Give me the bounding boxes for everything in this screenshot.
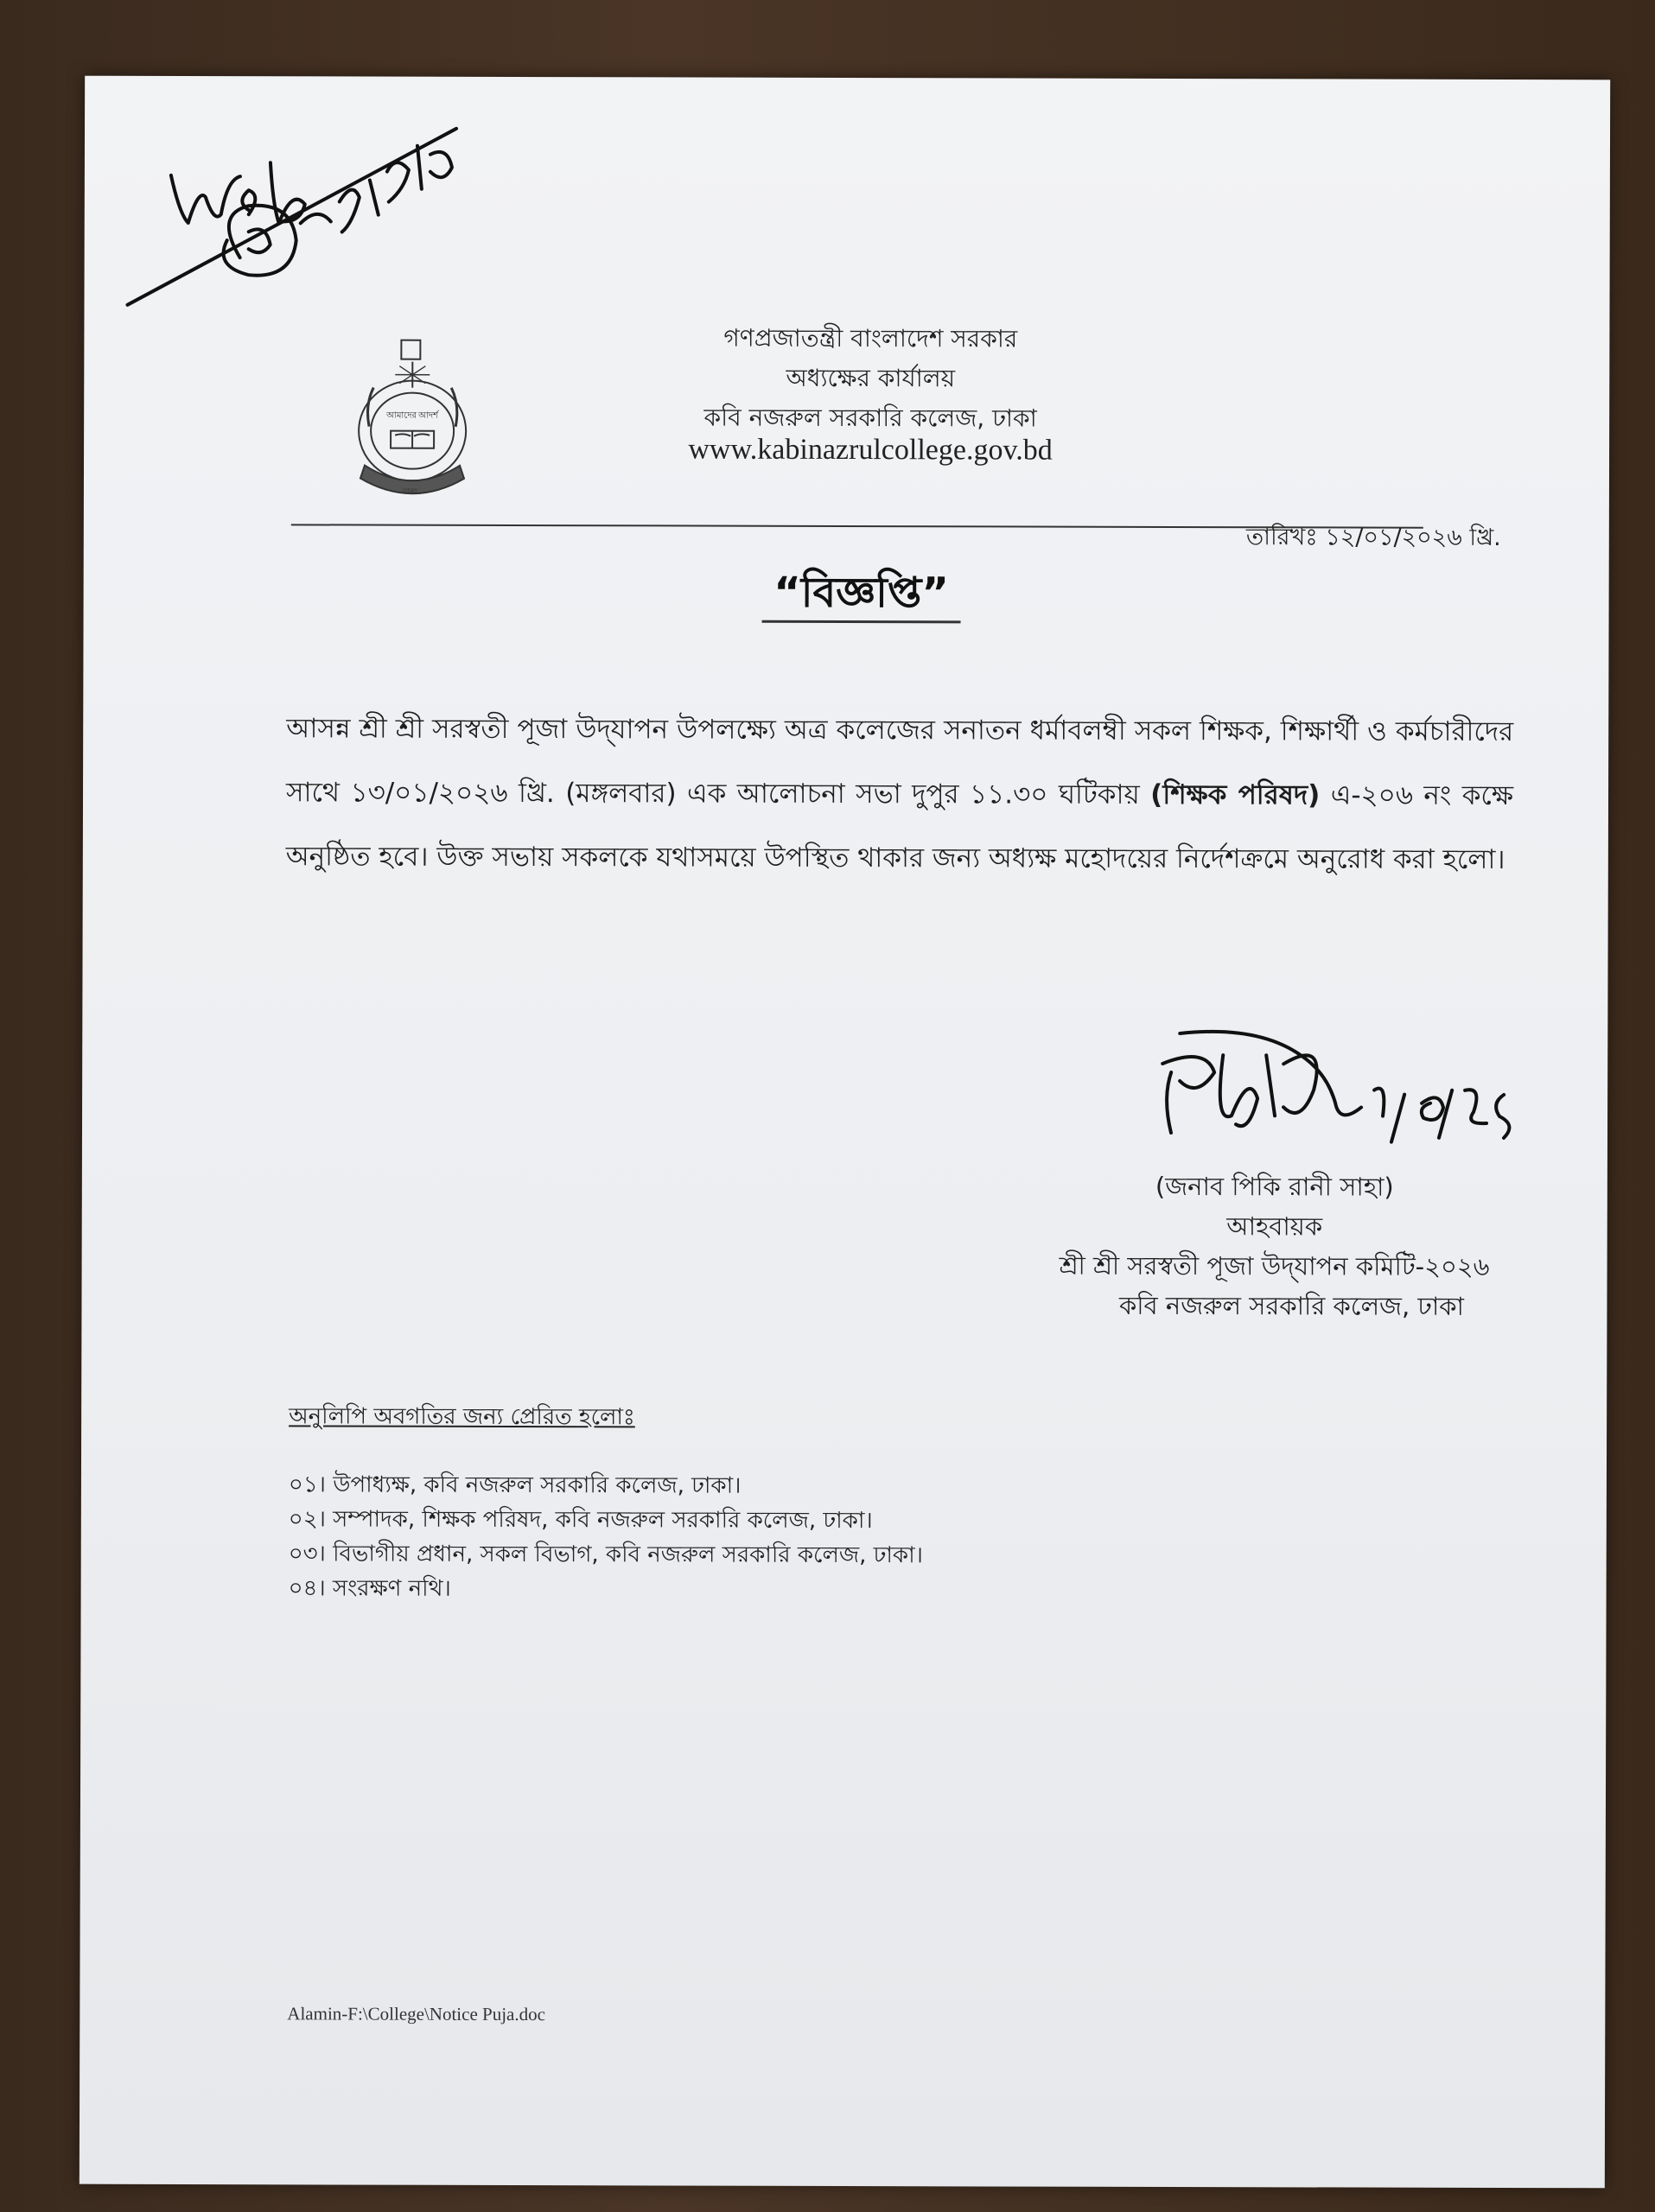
copies-heading: অনুলিপি অবগতির জন্য প্রেরিত হলোঃ [289,1403,635,1431]
header-college: কবি নজরুল সরকারি কলেজ, ঢাকা [703,403,1037,433]
signatory-committee: শ্রী শ্রী সরস্বতী পূজা উদ্‌যাপন কমিটি-২০২৬ [1059,1250,1490,1281]
notice-title: “বিজ্ঞপ্তি” [773,568,950,618]
title-underline [762,620,961,624]
signatory-name: (জনাব পিকি রানী সাহা) [1155,1171,1394,1202]
signatory-college: কবি নজরুল সরকারি কলেজ, ঢাকা [1118,1290,1465,1321]
handwritten-initials [118,93,482,319]
header-govt: গণপ্রজাতন্ত্রী বাংলাদেশ সরকার [723,323,1018,353]
notice-body [286,696,1514,892]
footer-file-path: Alamin-F:\College\Notice Puja.doc [287,2003,545,2025]
copies-list [289,1467,1326,1608]
body-bold-text: (শিক্ষক পরিষদ) [1150,779,1321,811]
list-item: ০১। উপাধ্যক্ষ, কবি নজরুল সরকারি কলেজ, ঢাকা। [288,1471,742,1499]
svg-text:ঢাকা: ঢাকা [402,487,417,497]
svg-text:আমাদের: আমাদের [386,410,417,421]
list-item: ০৪। সংরক্ষণ নথি। [288,1575,451,1602]
body-text-1: আসন্ন শ্রী শ্রী সরস্বতী পূজা উদ্‌যাপন উপলক্ষ্যে অত্র কলেজের সনাতন ধর্মাবলম্বী সকল শিক্ষক, শিক্ষার্থী ও কর্মচারীদের সাথে ১৩/০১/২০২৬ খ্রি. (মঙ্গলবার) এক আলোচনা সভা দুপুর ১১.৩০ ঘটিকায় [285,713,1514,810]
header-office: অধ্যক্ষের কার্যালয় [786,363,956,393]
signatory-role: আহবায়ক [1226,1211,1323,1242]
signature [1154,1020,1551,1177]
svg-text:আদর্শ: আদর্শ [418,410,439,421]
body-text-2: এ-২০৬ নং কক্ষে অনুষ্ঠিত হবে। উক্ত সভায় সকলকে যথাসময়ে উপস্থিত থাকার জন্য অধ্যক্ষ মহোদয়ের নির্দেশক্রমে অনুরোধ করা হলো। [285,779,1514,875]
college-logo [347,335,477,499]
list-item: ০৩। বিভাগীয় প্রধান, সকল বিভাগ, কবি নজরুল সরকারি কলেজ, ঢাকা। [288,1541,923,1569]
header-website: www.kabinazrulcollege.gov.bd [688,433,1053,467]
list-item: ০২। সম্পাদক, শিক্ষক পরিষদ, কবি নজরুল সরকারি কলেজ, ঢাকা। [288,1506,873,1535]
date-line: তারিখঃ ১২/০১/২০২৬ খ্রি. [1245,524,1501,551]
notice-paper [80,76,1610,2189]
